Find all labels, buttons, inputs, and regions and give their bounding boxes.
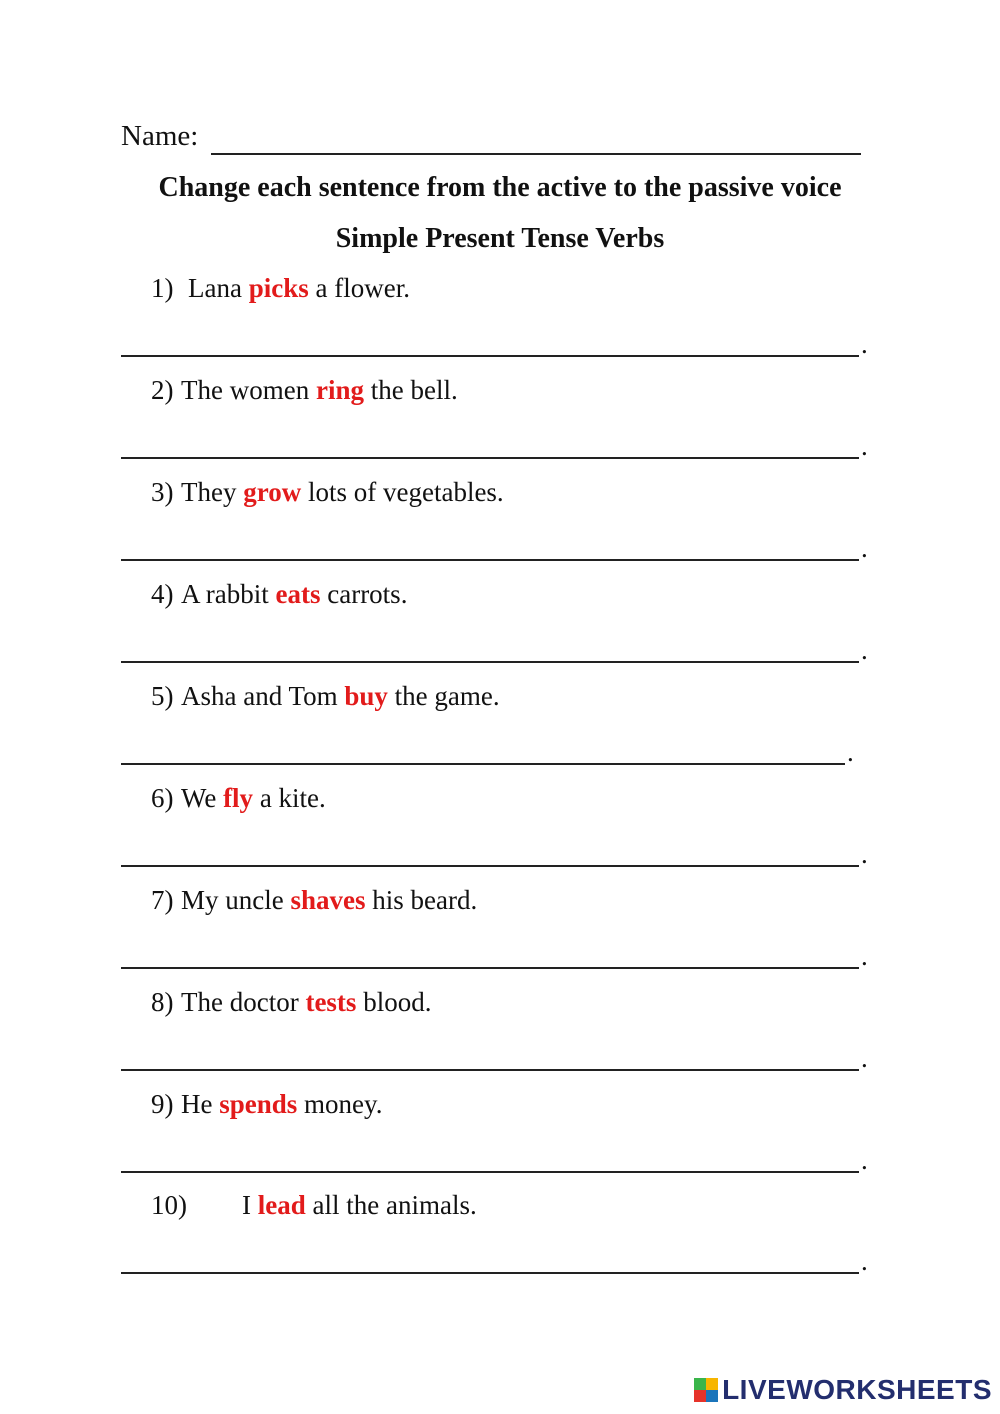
answer-period: . — [861, 329, 868, 359]
logo-square-yellow — [706, 1378, 718, 1390]
question-text-after: lots of vegetables. — [301, 477, 504, 507]
question-verb: ring — [315, 375, 364, 405]
question-text-after: a kite. — [253, 783, 326, 813]
question-text-after: money. — [297, 1089, 383, 1119]
answer-period: . — [861, 1145, 868, 1175]
worksheet-subtitle: Simple Present Tense Verbs — [335, 223, 665, 254]
question-10 — [151, 1190, 477, 1221]
question-verb: grow — [243, 477, 302, 507]
question-text-before: The women — [181, 375, 316, 405]
question-text-before: Asha and Tom — [181, 681, 345, 711]
answer-period: . — [847, 737, 854, 767]
question-number: 1) — [151, 273, 174, 303]
question-4 — [151, 579, 407, 610]
question-7 — [151, 885, 477, 916]
question-verb: lead — [257, 1190, 306, 1220]
answer-period: . — [861, 533, 868, 563]
answer-underline[interactable] — [121, 763, 845, 765]
answer-underline[interactable] — [121, 1069, 859, 1071]
question-verb: shaves — [290, 885, 366, 915]
question-number: 7) — [151, 885, 174, 915]
answer-underline[interactable] — [121, 355, 859, 357]
question-number: 5) — [151, 681, 174, 711]
answer-underline[interactable] — [121, 457, 859, 459]
question-text-after: the game. — [387, 681, 500, 711]
liveworksheets-logo[interactable] — [694, 1372, 992, 1408]
question-5 — [151, 681, 500, 712]
question-number: 3) — [151, 477, 174, 507]
answer-period: . — [861, 941, 868, 971]
question-3 — [151, 477, 504, 508]
question-text-after: his beard. — [365, 885, 478, 915]
question-text-before: I — [242, 1190, 258, 1220]
question-verb: tests — [305, 987, 357, 1017]
question-6 — [151, 783, 326, 814]
question-number: 2) — [151, 375, 174, 405]
answer-underline[interactable] — [121, 1272, 859, 1274]
question-text-after: carrots. — [320, 579, 408, 609]
question-text-before: The doctor — [181, 987, 306, 1017]
worksheet-title: Change each sentence from the active to the passive voice — [158, 172, 842, 203]
answer-period: . — [861, 635, 868, 665]
answer-period: . — [861, 1246, 868, 1276]
answer-underline[interactable] — [121, 661, 859, 663]
question-text-after: all the animals. — [305, 1190, 477, 1220]
logo-square-blue — [706, 1390, 718, 1402]
answer-underline[interactable] — [121, 967, 859, 969]
question-number: 4) — [151, 579, 174, 609]
answer-underline[interactable] — [121, 1171, 859, 1173]
question-verb: eats — [275, 579, 321, 609]
name-row — [121, 118, 861, 158]
logo-square-red — [694, 1390, 706, 1402]
answer-period: . — [861, 839, 868, 869]
question-8 — [151, 987, 431, 1018]
question-text-before: A rabbit — [181, 579, 276, 609]
question-number: 9) — [151, 1089, 174, 1119]
question-text-before: My uncle — [181, 885, 291, 915]
question-verb: buy — [344, 681, 388, 711]
answer-period: . — [861, 431, 868, 461]
question-text-after: the bell. — [363, 375, 458, 405]
question-text-before: He — [181, 1089, 220, 1119]
answer-underline[interactable] — [121, 559, 859, 561]
question-9 — [151, 1089, 383, 1120]
question-number: 8) — [151, 987, 174, 1017]
question-verb: spends — [219, 1089, 298, 1119]
name-label: Name: — [121, 120, 199, 152]
question-text-before: We — [181, 783, 224, 813]
question-text-after: blood. — [356, 987, 432, 1017]
question-verb: picks — [248, 273, 309, 303]
question-text-before: Lana — [188, 273, 249, 303]
logo-squares-icon — [694, 1378, 718, 1402]
logo-square-green — [694, 1378, 706, 1390]
question-number: 6) — [151, 783, 174, 813]
question-text-after: a flower. — [308, 273, 410, 303]
question-number: 10) — [151, 1190, 187, 1220]
question-1 — [151, 273, 410, 304]
question-verb: fly — [223, 783, 254, 813]
question-text-before: They — [181, 477, 244, 507]
name-answer-line[interactable] — [211, 153, 861, 155]
answer-period: . — [861, 1043, 868, 1073]
answer-underline[interactable] — [121, 865, 859, 867]
logo-text: LIVEWORKSHEETS — [722, 1374, 992, 1405]
question-2 — [151, 375, 458, 406]
